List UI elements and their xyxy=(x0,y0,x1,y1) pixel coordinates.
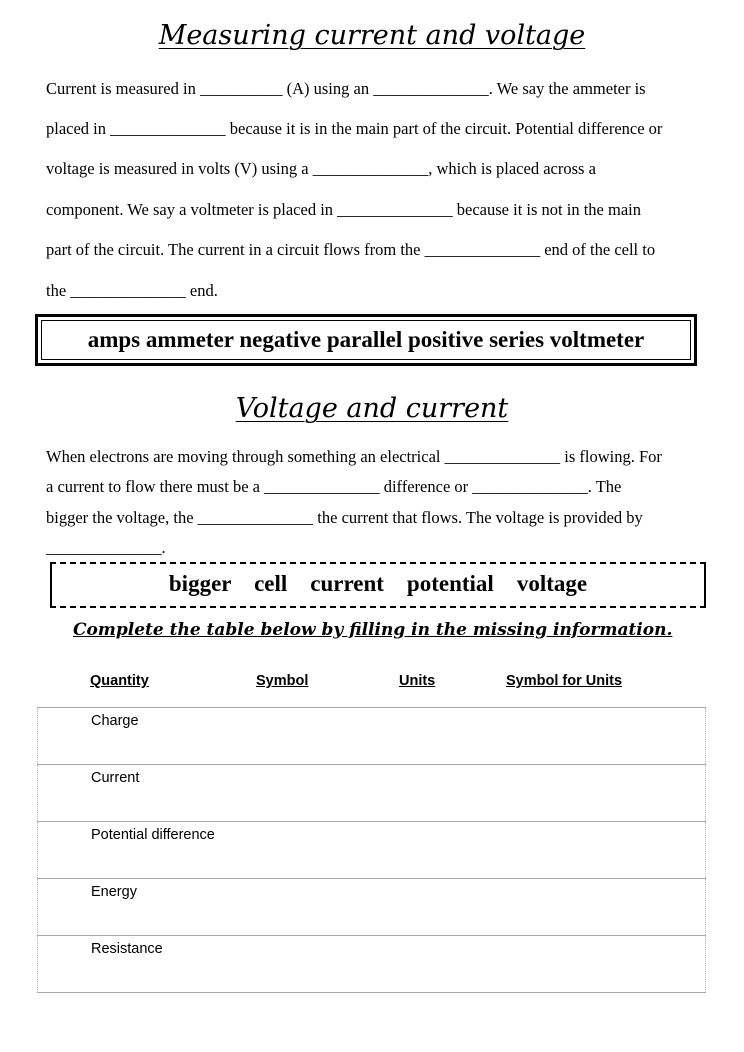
table-instruction: Complete the table below by filling in the missing information. xyxy=(73,620,673,640)
paragraph-line: component. We say a voltmeter is placed in ______________ because it is not in the main xyxy=(46,200,641,219)
section-title-voltage-current: Voltage and current xyxy=(235,393,509,424)
paragraph-line: ______________. xyxy=(46,538,166,557)
row-charge[interactable]: Charge xyxy=(38,708,706,765)
header-quantity: Quantity xyxy=(90,673,149,689)
paragraph-line: voltage is measured in volts (V) using a ______________, which is placed across a xyxy=(46,159,596,178)
row-resistance[interactable]: Resistance xyxy=(38,936,706,993)
word-bank-2-text: bigger cell current potential voltage xyxy=(168,571,588,596)
paragraph-line: placed in ______________ because it is in the main part of the circuit. Potential difference or xyxy=(46,119,663,138)
paragraph-line: part of the circuit. The current in a circuit flows from the ______________ end of the cell to xyxy=(46,240,656,259)
table-row xyxy=(38,765,706,822)
word-bank-2 xyxy=(50,562,706,608)
paragraph-line: Current is measured in __________ (A) using an ______________. We say the ammeter is xyxy=(46,79,646,98)
paragraph-line: bigger the voltage, the ______________ the current that flows. The voltage is provided by xyxy=(46,508,643,527)
paragraph-line: When electrons are moving through something an electrical ______________ is flowing. For xyxy=(46,447,662,466)
paragraph-line: a current to flow there must be a ______________ difference or ______________. The xyxy=(46,477,622,496)
paragraph-line: the ______________ end. xyxy=(46,281,218,300)
table-row xyxy=(38,936,706,993)
table-row xyxy=(38,708,706,765)
header-symbol: Symbol xyxy=(256,673,309,689)
section-title-measuring: Measuring current and voltage xyxy=(158,20,586,51)
quantities-table xyxy=(37,707,706,993)
row-potential-difference[interactable]: Potential difference xyxy=(38,822,706,879)
header-units: Units xyxy=(399,673,436,689)
header-symbol-for-units: Symbol for Units xyxy=(506,673,623,689)
table-row xyxy=(38,822,706,879)
table-row xyxy=(38,879,706,936)
row-current[interactable]: Current xyxy=(38,765,706,822)
word-bank-1 xyxy=(35,314,697,366)
row-energy[interactable]: Energy xyxy=(38,879,706,936)
word-bank-1-text: amps ammeter negative parallel positive series voltmeter xyxy=(87,327,645,352)
